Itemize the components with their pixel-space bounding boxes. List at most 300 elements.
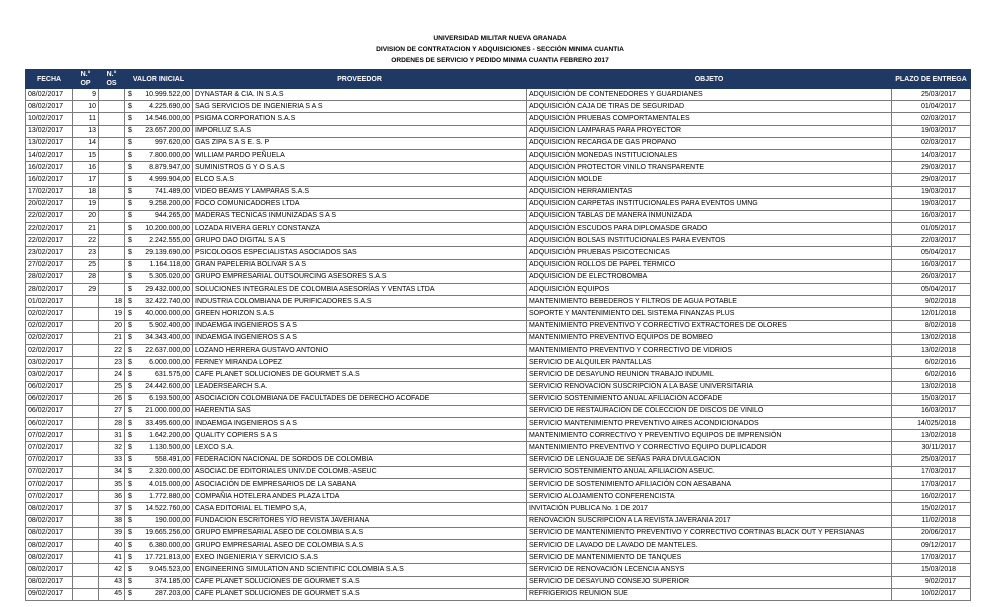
cell-fecha: 27/02/2017: [26, 259, 73, 271]
report-title: ORDENES DE SERVICIO Y PEDIDO MINIMA CUANTIA FEBRERO 2017: [391, 57, 609, 64]
cell-valor: 190.000,00: [134, 515, 193, 527]
cell-proveedor: VIDEO BEAMS Y LAMPARAS S.A.S: [193, 186, 527, 198]
cell-proveedor: SAG SERVICIOS DE INGENIERIA S A S: [193, 101, 527, 113]
cell-objeto: SERVICIO DE MANTENIMIENTO PREVENTIVO Y CORRECTIVO CORTINAS BLACK OUT Y PERSIANAS: [527, 527, 892, 539]
cell-plazo: 17/03/2017: [892, 466, 971, 478]
cell-valor: 29.432.000,00: [134, 284, 193, 296]
cell-os: 35: [99, 479, 125, 491]
table-row[interactable]: [26, 393, 971, 405]
cell-currency: $: [125, 357, 134, 369]
cell-valor: 19.665.256,00: [134, 527, 193, 539]
table-row[interactable]: [26, 576, 971, 588]
cell-objeto: SERVICIO RENOVACIÓN SUSCRIPCIÓN A LA BASE UNIVERSITARIA: [527, 381, 892, 393]
cell-op: [73, 564, 99, 576]
cell-objeto: REFRIGERIOS REUNION SUE: [527, 588, 892, 600]
cell-fecha: 02/02/2017: [26, 320, 73, 332]
cell-fecha: 06/02/2017: [26, 381, 73, 393]
table-row[interactable]: [26, 162, 971, 174]
cell-valor: 944.265,00: [134, 210, 193, 222]
cell-os: 32: [99, 442, 125, 454]
cell-valor: 558.491,00: [134, 454, 193, 466]
cell-plazo: 16/03/2017: [892, 405, 971, 417]
cell-plazo: 19/03/2017: [892, 186, 971, 198]
cell-op: 21: [73, 223, 99, 235]
cell-currency: $: [125, 491, 134, 503]
cell-proveedor: DYNASTAR & CIA. IN S.A.S: [193, 89, 527, 101]
cell-fecha: 09/02/2017: [26, 588, 73, 600]
cell-objeto: ADQUISICIÓN ESCUDOS PARA DIPLOMASDE GRADO: [527, 223, 892, 235]
cell-os: [99, 223, 125, 235]
cell-proveedor: INDUSTRIA COLOMBIANA DE PURIFICADORES S.A.S: [193, 296, 527, 308]
table-row[interactable]: [26, 149, 971, 161]
table-row[interactable]: [26, 588, 971, 600]
cell-valor: 4.015.000,00: [134, 479, 193, 491]
cell-os: [99, 271, 125, 283]
cell-os: 23: [99, 357, 125, 369]
cell-plazo: 8/02/2018: [892, 320, 971, 332]
orders-table: [25, 69, 971, 601]
cell-plazo: 01/05/2017: [892, 223, 971, 235]
cell-proveedor: FERNEY MIRANDA LOPEZ: [193, 357, 527, 369]
cell-op: [73, 491, 99, 503]
cell-valor: 23.657.200,00: [134, 125, 193, 137]
cell-objeto: SERVICIO DE DESAYUNO REUNION TRABAJO INDUMIL: [527, 369, 892, 381]
cell-os: [99, 174, 125, 186]
cell-os: 25: [99, 381, 125, 393]
cell-op: [73, 552, 99, 564]
cell-op: [73, 503, 99, 515]
table-row[interactable]: [26, 527, 971, 539]
table-row[interactable]: [26, 552, 971, 564]
cell-proveedor: CAFE PLANET SOLUCIONES DE GOURMET S.A.S: [193, 588, 527, 600]
cell-fecha: 08/02/2017: [26, 552, 73, 564]
table-row[interactable]: [26, 479, 971, 491]
cell-op: [73, 430, 99, 442]
cell-op: 9: [73, 89, 99, 101]
cell-currency: $: [125, 284, 134, 296]
table-row[interactable]: [26, 259, 971, 271]
cell-valor: 14.546.000,00: [134, 113, 193, 125]
cell-plazo: 30/11/2017: [892, 442, 971, 454]
cell-op: 17: [73, 174, 99, 186]
cell-fecha: 08/02/2017: [26, 576, 73, 588]
cell-objeto: RENOVACIÓN SUSCRIPCIÓN A LA REVISTA JAVERANIA 2017: [527, 515, 892, 527]
table-row[interactable]: [26, 515, 971, 527]
cell-objeto: INVITACIÓN PUBLICA No. 1 DE 2017: [527, 503, 892, 515]
table-row[interactable]: [26, 332, 971, 344]
cell-plazo: 02/03/2017: [892, 137, 971, 149]
cell-op: [73, 381, 99, 393]
cell-os: 28: [99, 418, 125, 430]
cell-os: [99, 259, 125, 271]
cell-objeto: MANTENIMIENTO PREVENTIVO Y CORRECTIVO DE VIDRIOS: [527, 344, 892, 356]
cell-proveedor: ELCO S.A.S: [193, 174, 527, 186]
table-row[interactable]: [26, 418, 971, 430]
cell-currency: $: [125, 223, 134, 235]
cell-proveedor: PSIGMA CORPORATION S.A.S: [193, 113, 527, 125]
table-row[interactable]: [26, 223, 971, 235]
table-row[interactable]: [26, 89, 971, 101]
cell-os: [99, 125, 125, 137]
cell-objeto: ADQUISICIÓN PRUEBAS PSICOTECNICAS: [527, 247, 892, 259]
cell-plazo: 15/03/2017: [892, 393, 971, 405]
cell-op: 23: [73, 247, 99, 259]
cell-proveedor: MADERAS TECNICAS INMUNIZADAS S A S: [193, 210, 527, 222]
cell-plazo: 11/02/2018: [892, 515, 971, 527]
cell-os: 43: [99, 576, 125, 588]
cell-plazo: 17/03/2017: [892, 552, 971, 564]
cell-fecha: 16/02/2017: [26, 162, 73, 174]
cell-op: 29: [73, 284, 99, 296]
cell-fecha: 07/02/2017: [26, 454, 73, 466]
cell-plazo: 01/04/2017: [892, 101, 971, 113]
cell-op: 11: [73, 113, 99, 125]
table-header-row: [26, 70, 971, 89]
col-header-op[interactable]: N.° OP: [73, 70, 99, 89]
cell-proveedor: ENGINEERING SIMULATION AND SCIENTIFIC COLOMBIA S.A.S: [193, 564, 527, 576]
table-row[interactable]: [26, 442, 971, 454]
cell-plazo: 10/02/2017: [892, 588, 971, 600]
cell-objeto: SERVICIO DE LENGUAJE DE SEÑAS PARA DIVULGACIÓN: [527, 454, 892, 466]
cell-objeto: MANTENIMIENTO PREVENTIVO EQUIPOS DE BOMBEO: [527, 332, 892, 344]
cell-objeto: SERVICIO DE LAVADO DE LAVADO DE MANTELES.: [527, 539, 892, 551]
cell-currency: $: [125, 235, 134, 247]
cell-proveedor: LOZADA RIVERA GERLY CONSTANZA: [193, 223, 527, 235]
cell-fecha: 13/02/2017: [26, 137, 73, 149]
cell-os: [99, 89, 125, 101]
cell-plazo: 14/03/2017: [892, 149, 971, 161]
cell-proveedor: SUMINISTROS G Y O S.A.S: [193, 162, 527, 174]
cell-currency: $: [125, 174, 134, 186]
table-row[interactable]: [26, 198, 971, 210]
cell-currency: $: [125, 539, 134, 551]
cell-valor: 40.000.000,00: [134, 308, 193, 320]
cell-plazo: 19/03/2017: [892, 198, 971, 210]
cell-currency: $: [125, 198, 134, 210]
cell-valor: 5.305.020,00: [134, 271, 193, 283]
cell-fecha: 08/02/2017: [26, 564, 73, 576]
cell-objeto: ADQUISICIÓN LAMPARAS PARA PROYECTOR: [527, 125, 892, 137]
cell-valor: 10.200.000,00: [134, 223, 193, 235]
cell-currency: $: [125, 186, 134, 198]
table-row[interactable]: [26, 466, 971, 478]
cell-os: [99, 210, 125, 222]
cell-currency: $: [125, 320, 134, 332]
cell-os: 42: [99, 564, 125, 576]
table-row[interactable]: [26, 564, 971, 576]
cell-currency: $: [125, 259, 134, 271]
cell-op: 22: [73, 235, 99, 247]
cell-fecha: 03/02/2017: [26, 369, 73, 381]
cell-fecha: 23/02/2017: [26, 247, 73, 259]
cell-op: [73, 466, 99, 478]
cell-os: 40: [99, 539, 125, 551]
cell-valor: 1.164.118,00: [134, 259, 193, 271]
table-row[interactable]: [26, 125, 971, 137]
cell-fecha: 08/02/2017: [26, 527, 73, 539]
cell-valor: 2.242.555,00: [134, 235, 193, 247]
cell-proveedor: LEADERSEARCH S.A.: [193, 381, 527, 393]
cell-objeto: SERVICIO SOSTENIMIENTO ANUAL AFILIACIÓN ASEUC.: [527, 466, 892, 478]
cell-plazo: 15/03/2018: [892, 564, 971, 576]
cell-proveedor: ASOCIACION COLOMBIANA DE FACULTADES DE DERECHO ACOFADE: [193, 393, 527, 405]
cell-fecha: 28/02/2017: [26, 271, 73, 283]
cell-fecha: 17/02/2017: [26, 186, 73, 198]
cell-plazo: 16/03/2017: [892, 210, 971, 222]
cell-fecha: 22/02/2017: [26, 210, 73, 222]
cell-os: 36: [99, 491, 125, 503]
cell-op: [73, 393, 99, 405]
cell-plazo: 09/12/2017: [892, 539, 971, 551]
cell-plazo: 6/02/2016: [892, 369, 971, 381]
cell-objeto: ADQUISICIÓN BOLSAS INSTITUCIONALES PARA EVENTOS: [527, 235, 892, 247]
cell-plazo: 9/02/2018: [892, 296, 971, 308]
cell-valor: 24.442.600,00: [134, 381, 193, 393]
cell-objeto: SERVICIO DE RESTAURACIÓN DE COLECCION DE DISCOS DE VINILO: [527, 405, 892, 417]
cell-currency: $: [125, 527, 134, 539]
cell-op: [73, 442, 99, 454]
cell-plazo: 16/02/2017: [892, 491, 971, 503]
table-body: [26, 89, 971, 601]
cell-valor: 287.203,00: [134, 588, 193, 600]
table-row[interactable]: [26, 296, 971, 308]
table-row[interactable]: [26, 369, 971, 381]
cell-valor: 22.637.000,00: [134, 344, 193, 356]
table-row[interactable]: [26, 491, 971, 503]
cell-fecha: 07/02/2017: [26, 430, 73, 442]
cell-fecha: 01/02/2017: [26, 296, 73, 308]
col-header-objeto[interactable]: OBJETO: [527, 70, 892, 89]
cell-os: [99, 113, 125, 125]
table-row[interactable]: [26, 137, 971, 149]
cell-currency: $: [125, 344, 134, 356]
cell-valor: 5.902.400,00: [134, 320, 193, 332]
cell-plazo: 17/03/2017: [892, 479, 971, 491]
cell-plazo: 12/01/2018: [892, 308, 971, 320]
cell-proveedor: FUNDACION ESCRITORES Y/O REVISTA JAVERIANA: [193, 515, 527, 527]
cell-fecha: 13/02/2017: [26, 125, 73, 137]
cell-valor: 6.193.500,00: [134, 393, 193, 405]
cell-objeto: ADQUISICIÓN ROLLOS DE PAPEL TERMICO: [527, 259, 892, 271]
cell-op: 13: [73, 125, 99, 137]
cell-plazo: 05/04/2017: [892, 284, 971, 296]
cell-objeto: SERVICIO DE SOSTENIMIENTO AFILIACIÓN CON AESABANA: [527, 479, 892, 491]
table-row[interactable]: [26, 320, 971, 332]
cell-currency: $: [125, 162, 134, 174]
cell-os: 20: [99, 320, 125, 332]
table-row[interactable]: [26, 405, 971, 417]
cell-os: [99, 101, 125, 113]
cell-proveedor: CASA EDITORIAL EL TIEMPO S,A,: [193, 503, 527, 515]
cell-plazo: 13/02/2018: [892, 430, 971, 442]
cell-fecha: 02/02/2017: [26, 308, 73, 320]
document-header: [0, 33, 1000, 66]
table-row[interactable]: [26, 430, 971, 442]
cell-objeto: ADQUISICIÓN RECARGA DE GAS PROPANO: [527, 137, 892, 149]
cell-currency: $: [125, 125, 134, 137]
cell-os: 27: [99, 405, 125, 417]
table-row[interactable]: [26, 101, 971, 113]
cell-os: 22: [99, 344, 125, 356]
cell-os: 31: [99, 430, 125, 442]
cell-os: [99, 186, 125, 198]
cell-os: 19: [99, 308, 125, 320]
table-row[interactable]: [26, 174, 971, 186]
cell-os: 24: [99, 369, 125, 381]
cell-objeto: SERVICIO DE DESAYUNO CONSEJO SUPERIOR: [527, 576, 892, 588]
col-header-valor[interactable]: VALOR INICIAL: [125, 70, 193, 89]
cell-valor: 1.130.500,00: [134, 442, 193, 454]
cell-objeto: ADQUISICIÓN TABLAS DE MANERA INMUNIZADA: [527, 210, 892, 222]
cell-objeto: ADQUISICIÓN EQUIPOS: [527, 284, 892, 296]
cell-op: 25: [73, 259, 99, 271]
division-title: DIVISION DE CONTRATACION Y ADQUISICIONES - SECCIÓN MINIMA CUANTIA: [376, 46, 624, 53]
cell-os: 21: [99, 332, 125, 344]
cell-op: [73, 296, 99, 308]
cell-fecha: 28/02/2017: [26, 284, 73, 296]
table-row[interactable]: [26, 186, 971, 198]
cell-objeto: ADQUISICIÓN DE CONTENEDORES Y GUARDIANES: [527, 89, 892, 101]
cell-os: 45: [99, 588, 125, 600]
cell-valor: 4.999.904,00: [134, 174, 193, 186]
table-row[interactable]: [26, 235, 971, 247]
cell-op: 28: [73, 271, 99, 283]
cell-plazo: 02/03/2017: [892, 113, 971, 125]
cell-valor: 21.000.000,00: [134, 405, 193, 417]
table-row[interactable]: [26, 113, 971, 125]
cell-objeto: ADQUISICIÓN MOLDE: [527, 174, 892, 186]
cell-os: 18: [99, 296, 125, 308]
cell-proveedor: LEXCO S.A.: [193, 442, 527, 454]
cell-plazo: 19/03/2017: [892, 125, 971, 137]
cell-proveedor: COMPAÑIA HOTELERA ANDES PLAZA LTDA: [193, 491, 527, 503]
cell-os: [99, 137, 125, 149]
table-row[interactable]: [26, 357, 971, 369]
cell-op: [73, 539, 99, 551]
col-header-plazo[interactable]: PLAZO DE ENTREGA: [892, 70, 971, 89]
table-row[interactable]: [26, 539, 971, 551]
col-header-fecha[interactable]: FECHA: [26, 70, 73, 89]
cell-op: [73, 308, 99, 320]
cell-valor: 1.642.200,00: [134, 430, 193, 442]
cell-fecha: 08/02/2017: [26, 89, 73, 101]
cell-valor: 17.721.813,00: [134, 552, 193, 564]
cell-op: [73, 357, 99, 369]
cell-proveedor: GRUPO EMPRESARIAL OUTSOURCING ASESORES S.A.S: [193, 271, 527, 283]
table-row[interactable]: [26, 503, 971, 515]
cell-objeto: SERVICIO ALOJAMIENTO CONFERENCISTA: [527, 491, 892, 503]
cell-currency: $: [125, 369, 134, 381]
cell-valor: 9.045.523,00: [134, 564, 193, 576]
cell-fecha: 07/02/2017: [26, 442, 73, 454]
cell-proveedor: GAS ZIPA S A S E. S. P: [193, 137, 527, 149]
cell-plazo: 9/02/2017: [892, 576, 971, 588]
cell-currency: $: [125, 381, 134, 393]
cell-currency: $: [125, 296, 134, 308]
cell-objeto: MANTENIMIENTO PREVENTIVO Y CORRECTIVO EQUIPO DUPLICADOR: [527, 442, 892, 454]
cell-objeto: ADQUISICIÓN DE ELECTROBOMBA: [527, 271, 892, 283]
cell-proveedor: CAFE PLANET SOLUCIONES DE GOURMET S.A.S: [193, 576, 527, 588]
cell-proveedor: GRAN PAPELERIA BOLIVAR S A S: [193, 259, 527, 271]
cell-os: 39: [99, 527, 125, 539]
table-row[interactable]: [26, 271, 971, 283]
table-row[interactable]: [26, 344, 971, 356]
university-title: UNIVERSIDAD MILITAR NUEVA GRANADA: [433, 35, 567, 42]
cell-currency: $: [125, 576, 134, 588]
cell-os: 34: [99, 466, 125, 478]
cell-currency: $: [125, 479, 134, 491]
cell-valor: 14.522.760,00: [134, 503, 193, 515]
cell-fecha: 22/02/2017: [26, 235, 73, 247]
cell-proveedor: ASOCIAC.DE EDITORIALES UNIV.DE COLOMB.-ASEUC: [193, 466, 527, 478]
cell-currency: $: [125, 113, 134, 125]
cell-plazo: 14/025/2018: [892, 418, 971, 430]
cell-proveedor: GRUPO EMPRESARIAL ASEO DE COLOMBIA S.A.S: [193, 539, 527, 551]
table-row[interactable]: [26, 308, 971, 320]
cell-op: [73, 369, 99, 381]
cell-objeto: MANTENIMIENTO PREVENTIVO Y CORRECTIVO EXTRACTORES DE OLORES: [527, 320, 892, 332]
table-row[interactable]: [26, 381, 971, 393]
cell-plazo: 20/06/2017: [892, 527, 971, 539]
cell-op: [73, 479, 99, 491]
cell-objeto: ADQUISICIÓN CAJA DE TIRAS DE SEGURIDAD: [527, 101, 892, 113]
cell-proveedor: INDAEMGA INGENIEROS S A S: [193, 332, 527, 344]
cell-fecha: 08/02/2017: [26, 503, 73, 515]
table-row[interactable]: [26, 284, 971, 296]
table-row[interactable]: [26, 454, 971, 466]
cell-plazo: 22/03/2017: [892, 235, 971, 247]
cell-valor: 1.772.880,00: [134, 491, 193, 503]
cell-op: [73, 405, 99, 417]
cell-currency: $: [125, 564, 134, 576]
cell-plazo: 25/03/2017: [892, 89, 971, 101]
cell-op: [73, 454, 99, 466]
cell-op: [73, 344, 99, 356]
table-row[interactable]: [26, 210, 971, 222]
cell-proveedor: GRUPO EMPRESARIAL ASEO DE COLOMBIA S.A.S: [193, 527, 527, 539]
cell-currency: $: [125, 247, 134, 259]
cell-valor: 6.000.000,00: [134, 357, 193, 369]
cell-os: [99, 247, 125, 259]
cell-proveedor: HAERENTIA SAS: [193, 405, 527, 417]
cell-currency: $: [125, 149, 134, 161]
table-row[interactable]: [26, 247, 971, 259]
cell-op: 15: [73, 149, 99, 161]
cell-op: [73, 588, 99, 600]
cell-currency: $: [125, 271, 134, 283]
cell-currency: $: [125, 466, 134, 478]
cell-currency: $: [125, 454, 134, 466]
cell-op: [73, 576, 99, 588]
cell-fecha: 02/02/2017: [26, 344, 73, 356]
cell-objeto: SERVICIO SOSTENIMIENTO ANUAL AFILIACIÓN ACOFADE: [527, 393, 892, 405]
cell-proveedor: FOCO COMUNICADORES LTDA: [193, 198, 527, 210]
cell-objeto: SOPORTE Y MANTENIMIENTO DEL SISTEMA FINANZAS PLUS: [527, 308, 892, 320]
cell-objeto: ADQUISICIÓN MONEDAS INSTITUCIONALES: [527, 149, 892, 161]
cell-fecha: 06/02/2017: [26, 393, 73, 405]
cell-proveedor: SOLUCIONES INTEGRALES DE COLOMBIA ASESORÍAS Y VENTAS LTDA: [193, 284, 527, 296]
cell-valor: 4.225.690,00: [134, 101, 193, 113]
cell-fecha: 07/02/2017: [26, 491, 73, 503]
cell-objeto: SERVICIO DE ALQUILER PANTALLAS: [527, 357, 892, 369]
cell-fecha: 16/02/2017: [26, 174, 73, 186]
cell-plazo: 29/03/2017: [892, 162, 971, 174]
cell-proveedor: CAFE PLANET SOLUCIONES DE GOURMET S.A.S: [193, 369, 527, 381]
col-header-proveedor[interactable]: PROVEEDOR: [193, 70, 527, 89]
cell-valor: 8.879.947,00: [134, 162, 193, 174]
col-header-os[interactable]: N.° OS: [99, 70, 125, 89]
cell-fecha: 08/02/2017: [26, 515, 73, 527]
